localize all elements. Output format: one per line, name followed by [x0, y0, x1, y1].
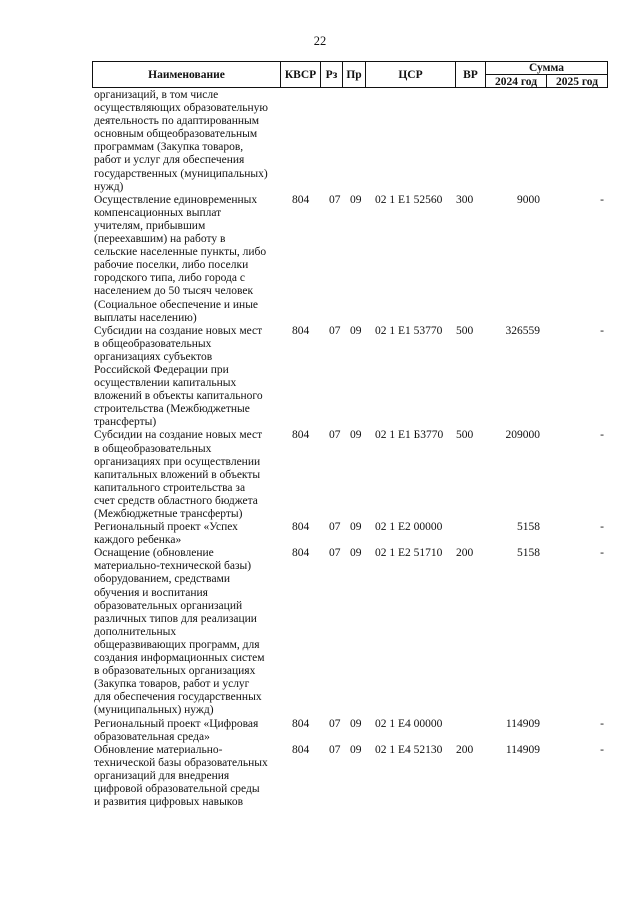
table-row	[94, 547, 610, 717]
cell-sum-2025: -	[600, 743, 604, 756]
cell-rz: 07	[329, 717, 341, 730]
cell-rz: 07	[329, 743, 341, 756]
cell-vr: 300	[456, 193, 474, 206]
cell-pr: 09	[350, 717, 362, 730]
cell-rz: 07	[329, 521, 341, 534]
cell-kvsr: 804	[292, 743, 310, 756]
header-2025: 2025 год	[555, 75, 599, 88]
cell-pr: 09	[350, 521, 362, 534]
cell-csr: 02 1 E2 00000	[375, 521, 443, 534]
cell-sum-2024: 209000	[505, 429, 540, 442]
header-csr: ЦСР	[366, 62, 456, 87]
cell-kvsr: 804	[292, 193, 310, 206]
cell-vr: 500	[456, 429, 474, 442]
cell-csr: 02 1 E1 Б3770	[375, 429, 444, 442]
cell-csr: 02 1 E1 52560	[375, 193, 443, 206]
cell-rz: 07	[329, 193, 341, 206]
table-row	[94, 718, 610, 744]
cell-pr: 09	[350, 324, 362, 337]
cell-rz: 07	[329, 547, 341, 560]
cell-pr: 09	[350, 743, 362, 756]
cell-sum-2025: -	[600, 717, 604, 730]
cell-kvsr: 804	[292, 324, 310, 337]
cell-csr: 02 1 E4 00000	[375, 717, 443, 730]
cell-sum-2025: -	[600, 193, 604, 206]
cell-csr: 02 1 E2 51710	[375, 547, 443, 560]
cell-name: Обновление материально- технической базы образовательных организаций для внедрения цифровой образовательной среды и развития цифровых навыков	[94, 743, 268, 809]
cell-kvsr: 804	[292, 717, 310, 730]
cell-sum-2024: 114909	[505, 743, 540, 756]
cell-sum-2025: -	[600, 547, 604, 560]
cell-sum-2024: 9000	[517, 193, 540, 206]
cell-sum-2024: 5158	[517, 547, 540, 560]
cell-name: Региональный проект «Успех каждого ребенка»	[94, 521, 238, 547]
table-body	[94, 89, 610, 809]
cell-vr: 200	[456, 743, 474, 756]
cell-kvsr: 804	[292, 547, 310, 560]
cell-pr: 09	[350, 429, 362, 442]
header-rz: Рз	[321, 62, 343, 87]
page-number: 22	[313, 34, 327, 48]
cell-sum-2025: -	[600, 521, 604, 534]
cell-vr: 500	[456, 324, 474, 337]
cell-sum-2024: 326559	[505, 324, 540, 337]
cell-name: Субсидии на создание новых мест в общеобразовательных организациях субъектов Российской Федерации при осуществлении капитальных вложений в объекты капитального строительства (Межбюджетные трансферты)	[94, 324, 263, 429]
header-sum: Сумма	[486, 62, 607, 75]
cell-name: организаций, в том числе осуществляющих образовательную деятельность по адаптированным основным общеобразовательным программам (Закупка товаров, работ и услуг для обеспечения государственных (муниципальных) нужд)	[94, 89, 269, 193]
header-kvsr: КВСР	[281, 62, 321, 87]
cell-name: Осуществление единовременных компенсационных выплат учителям, прибывшим (переехавшим) на работу в сельские населенные пункты, либо рабочие поселки, либо поселки городского типа, либо города с населением до 50 тысяч человек (Социальное обеспечение и иные выплаты населению)	[94, 193, 267, 324]
header-pr: Пр	[343, 62, 366, 87]
cell-pr: 09	[350, 193, 362, 206]
cell-sum-2025: -	[600, 324, 604, 337]
cell-vr: 200	[456, 547, 474, 560]
table-row	[94, 521, 610, 547]
cell-rz: 07	[329, 429, 341, 442]
cell-name: Оснащение (обновление материально-технической базы) оборудованием, средствами обучения и воспитания образовательных организаций различных типов для реализации дополнительных общеразвивающих программ, для создания информационных систем в образовательных организациях (Закупка товаров, работ и услуг для обеспечения государственных (муниципальных) нужд)	[94, 547, 265, 717]
cell-pr: 09	[350, 547, 362, 560]
table-row	[94, 89, 610, 194]
table-row	[94, 325, 610, 430]
table-header	[92, 61, 608, 88]
table-row	[94, 744, 610, 809]
header-2024: 2024 год	[486, 75, 547, 88]
cell-csr: 02 1 E4 52130	[375, 743, 443, 756]
cell-sum-2024: 114909	[505, 717, 540, 730]
cell-csr: 02 1 E1 53770	[375, 324, 443, 337]
cell-name: Региональный проект «Цифровая образовательная среда»	[94, 717, 259, 743]
cell-name: Субсидии на создание новых мест в общеобразовательных организациях при осуществлении капитальных вложений в объекты капитального строительства за счет средств областного бюджета (Межбюджетные трансферты)	[94, 429, 263, 520]
cell-rz: 07	[329, 324, 341, 337]
cell-sum-2024: 5158	[517, 521, 540, 534]
cell-kvsr: 804	[292, 521, 310, 534]
table-row	[94, 429, 610, 521]
cell-kvsr: 804	[292, 429, 310, 442]
header-name: Наименование	[93, 62, 281, 87]
table-row	[94, 194, 610, 325]
header-vr: ВР	[456, 62, 486, 87]
cell-sum-2025: -	[600, 429, 604, 442]
